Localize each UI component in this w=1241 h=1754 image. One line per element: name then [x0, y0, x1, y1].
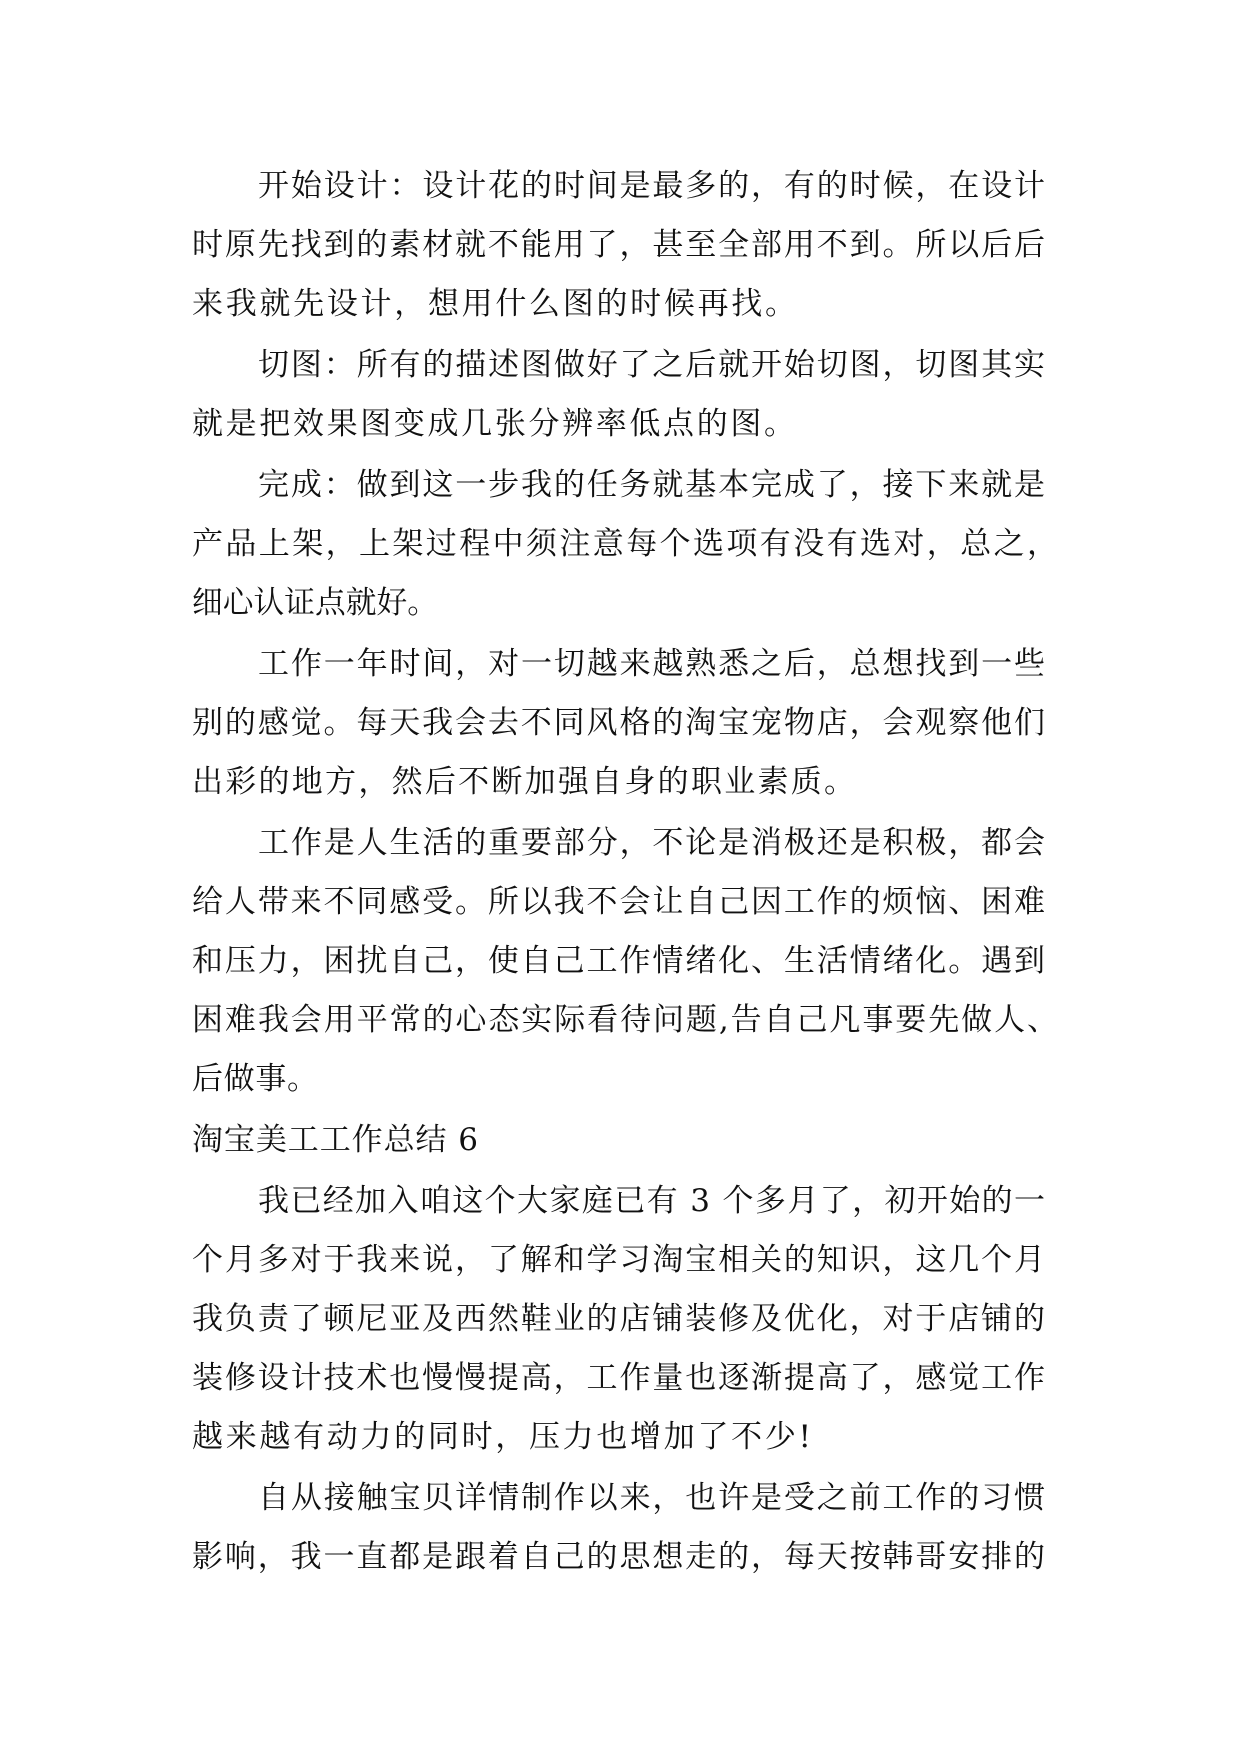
text-line: 和压力，困扰自己，使自己工作情绪化、生活情绪化。遇到: [192, 943, 1047, 979]
text-line: 装修设计技术也慢慢提高，工作量也逐渐提高了，感觉工作: [192, 1360, 1047, 1396]
text-line: 自从接触宝贝详情制作以来，也许是受之前工作的习惯: [258, 1480, 1047, 1516]
text-line: 细心认证点就好。: [192, 585, 438, 621]
text-line: 后做事。: [192, 1061, 319, 1097]
text-line: 我负责了顿尼亚及西然鞋业的店铺装修及优化，对于店铺的: [192, 1301, 1047, 1337]
text-line: 困难我会用平常的心态实际看待问题,告自己凡事要先做人、: [192, 1002, 1060, 1038]
text-line: 时原先找到的素材就不能用了，甚至全部用不到。所以后后: [192, 227, 1047, 263]
text-line: 完成：做到这一步我的任务就基本完成了，接下来就是: [258, 467, 1047, 503]
text-line: 越来越有动力的同时，压力也增加了不少!: [192, 1419, 814, 1455]
text-line: 个月多对于我来说，了解和学习淘宝相关的知识，这几个月: [192, 1242, 1047, 1278]
text-line: 工作是人生活的重要部分，不论是消极还是积极，都会: [258, 825, 1047, 861]
text-line: 就是把效果图变成几张分辨率低点的图。: [192, 406, 798, 442]
section-heading: 淘宝美工工作总结 6: [192, 1122, 479, 1158]
text-line: 产品上架，上架过程中须注意每个选项有没有选对，总之，: [192, 526, 1061, 562]
text-line: 切图：所有的描述图做好了之后就开始切图，切图其实: [258, 347, 1047, 383]
text-line: 我已经加入咱这个大家庭已有 3 个多月了，初开始的一: [258, 1183, 1047, 1219]
text-line: 出彩的地方，然后不断加强自身的职业素质。: [192, 764, 858, 800]
text-line: 来我就先设计，想用什么图的时候再找。: [192, 286, 799, 322]
text-line: 开始设计：设计花的时间是最多的，有的时候，在设计: [258, 168, 1047, 204]
text-line: 工作一年时间，对一切越来越熟悉之后，总想找到一些: [258, 646, 1047, 682]
text-line: 别的感觉。每天我会去不同风格的淘宝宠物店，会观察他们: [192, 705, 1047, 741]
text-line: 影响，我一直都是跟着自己的思想走的，每天按韩哥安排的: [192, 1539, 1047, 1575]
text-line: 给人带来不同感受。所以我不会让自己因工作的烦恼、困难: [192, 884, 1047, 920]
